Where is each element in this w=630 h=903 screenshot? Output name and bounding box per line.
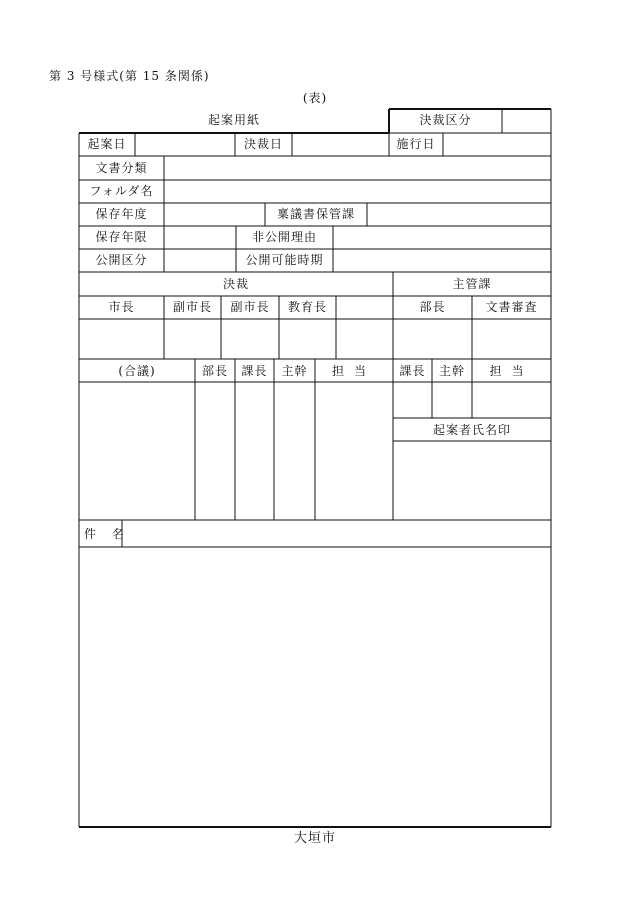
- drafter-seal-label: 起案者氏名印: [432, 423, 511, 437]
- consult-chief-label: 主幹: [281, 364, 308, 378]
- managing-director-seal-box[interactable]: [394, 320, 471, 358]
- managing-chief-seal-box[interactable]: [433, 383, 471, 417]
- vice-mayor-seal-box-2[interactable]: [222, 320, 278, 358]
- folder-field[interactable]: [165, 181, 550, 202]
- consult-director-seal-box[interactable]: [196, 383, 234, 519]
- mayor-seal-box[interactable]: [80, 320, 163, 358]
- consult-staff-seal-box[interactable]: [316, 383, 392, 519]
- managing-staff-label: 担当: [489, 364, 534, 378]
- decision-date-label: 決裁日: [243, 137, 283, 151]
- retention-year-label: 保存年度: [95, 207, 148, 221]
- form-number: 第 3 号様式(第 15 条関係): [49, 69, 210, 83]
- decision-class-label: 決裁区分: [419, 113, 472, 127]
- enforce-date-field[interactable]: [444, 134, 550, 155]
- managing-section-title: 主管課: [452, 277, 492, 291]
- mayor-label: 市長: [108, 300, 135, 314]
- city-name: 大垣市: [293, 831, 336, 846]
- managing-section-chief-label: 課長: [399, 364, 426, 378]
- draft-date-field[interactable]: [136, 134, 234, 155]
- doc-class-field[interactable]: [165, 157, 550, 179]
- managing-director-label: 部長: [419, 300, 446, 314]
- extra-seal-box[interactable]: [337, 320, 392, 358]
- vice-mayor-label-1: 副市長: [172, 300, 212, 314]
- managing-staff-seal-box[interactable]: [473, 383, 550, 417]
- consult-section-chief-seal-box[interactable]: [236, 383, 273, 519]
- subject-field[interactable]: [123, 521, 550, 546]
- retention-period-field[interactable]: [165, 227, 235, 248]
- nondisclosure-reason-label: 非公開理由: [251, 230, 317, 244]
- decision-class-field[interactable]: [503, 110, 550, 132]
- education-chief-label: 教育長: [287, 300, 327, 314]
- draft-date-label: 起案日: [87, 137, 127, 151]
- doc-review-seal-box[interactable]: [473, 320, 550, 358]
- form-title: 起案用紙: [207, 113, 260, 127]
- vice-mayor-seal-box-1[interactable]: [165, 320, 220, 358]
- front-side-label: (表): [302, 91, 328, 105]
- education-chief-seal-box[interactable]: [280, 320, 335, 358]
- body-text-area[interactable]: [80, 548, 550, 826]
- folder-label: フォルダ名: [89, 184, 154, 198]
- retention-year-field[interactable]: [165, 204, 264, 225]
- decision-date-field[interactable]: [293, 134, 388, 155]
- disclosure-class-label: 公開区分: [95, 253, 148, 267]
- drafter-seal-box[interactable]: [394, 442, 550, 519]
- managing-chief-label: 主幹: [438, 364, 465, 378]
- approval-title: 決裁: [222, 277, 249, 291]
- consult-director-label: 部長: [201, 364, 228, 378]
- nondisclosure-reason-field[interactable]: [334, 227, 550, 248]
- consult-section-chief-label: 課長: [241, 364, 268, 378]
- consult-chief-seal-box[interactable]: [275, 383, 314, 519]
- consult-seal-box[interactable]: [80, 383, 194, 519]
- vice-mayor-label-2: 副市長: [230, 300, 270, 314]
- archive-section-label: 稟議書保管課: [276, 207, 355, 221]
- subject-label: 件 名: [84, 527, 130, 541]
- managing-section-chief-seal-box[interactable]: [394, 383, 431, 417]
- disclosure-time-label: 公開可能時期: [245, 253, 324, 267]
- doc-class-label: 文書分類: [95, 161, 148, 175]
- disclosure-class-field[interactable]: [165, 250, 235, 271]
- retention-period-label: 保存年限: [95, 230, 148, 244]
- archive-section-field[interactable]: [368, 204, 550, 225]
- consult-staff-label: 担当: [331, 364, 376, 378]
- doc-review-label: 文書審査: [485, 300, 538, 314]
- enforce-date-label: 施行日: [396, 137, 436, 151]
- consult-title: (合議): [118, 364, 156, 378]
- disclosure-time-field[interactable]: [334, 250, 550, 271]
